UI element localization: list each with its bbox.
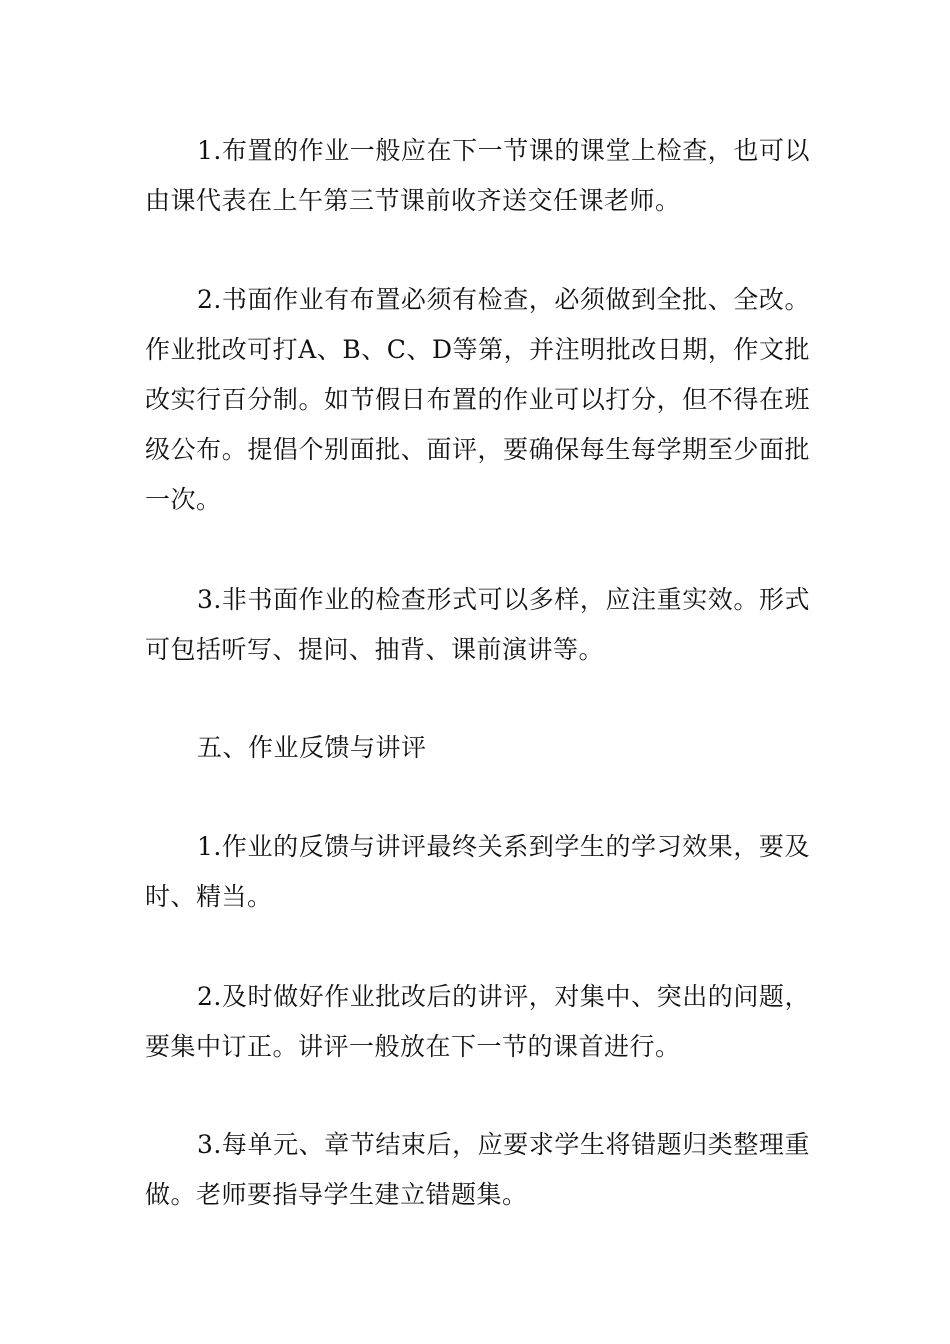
paragraph-written-homework-grading: 2.书面作业有布置必须有检查，必须做到全批、全改。作业批改可打A、B、C、D等第，并注明批改日期，作文批改实行百分制。如节假日布置的作业可以打分，但不得在班级公布。提倡个别面批、面评，要确保每生每学期至少面批一次。	[145, 285, 810, 514]
section-heading-feedback: 五、作业反馈与讲评	[197, 733, 427, 762]
paragraph-non-written-homework: 3.非书面作业的检查形式可以多样，应注重实效。形式可包括听写、提问、抽背、课前演讲等。	[145, 585, 810, 664]
paragraph-feedback-timeliness: 1.作业的反馈与讲评最终关系到学生的学习效果，要及时、精当。	[145, 832, 810, 911]
paragraph-homework-check-timing: 1.布置的作业一般应在下一节课的课堂上检查，也可以由课代表在上午第三节课前收齐送交任课老师。	[145, 136, 810, 215]
paragraph-post-grading-review: 2.及时做好作业批改后的讲评，对集中、突出的问题，要集中订正。讲评一般放在下一节的课首进行。	[145, 982, 810, 1061]
paragraph-error-collection: 3.每单元、章节结束后，应要求学生将错题归类整理重做。老师要指导学生建立错题集。	[145, 1130, 810, 1209]
